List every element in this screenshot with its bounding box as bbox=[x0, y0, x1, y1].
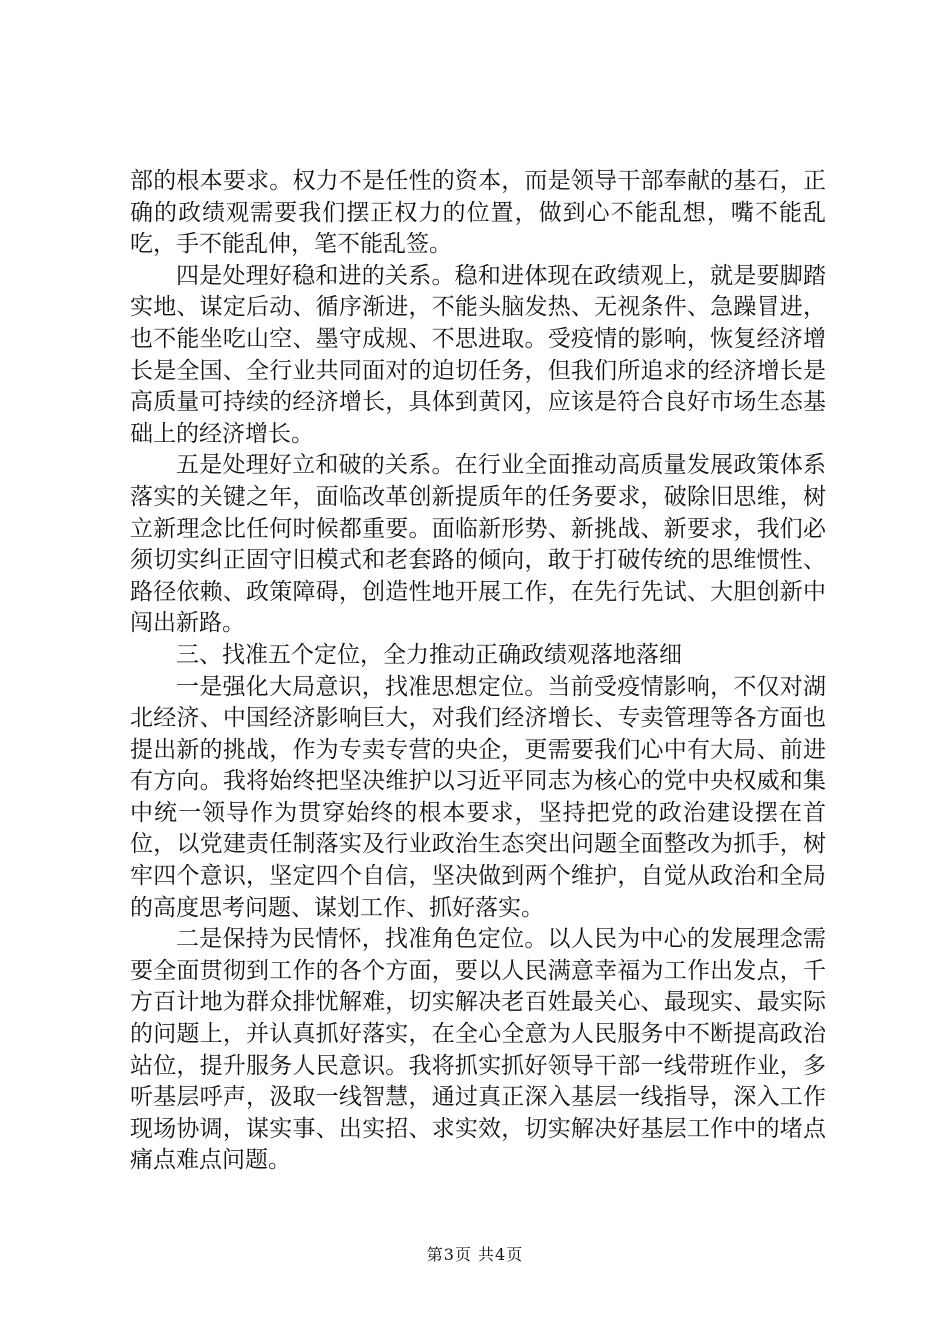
paragraph-3: 五是处理好立和破的关系。在行业全面推动高质量发展政策体系落实的关键之年，面临改革创新提质年的任务要求，破除旧思维，树立新理念比任何时候都重要。面临新形势、新挑战、新要求，我们必须切实纠正固守旧模式和老套路的倾向，敢于打破传统的思维惯性、路径依赖、政策障碍，创造性地开展工作，在先行先试、大胆创新中闯出新路。 bbox=[130, 452, 826, 637]
paragraph-5: 二是保持为民情怀，找准角色定位。以人民为中心的发展理念需要全面贯彻到工作的各个方面，要以人民满意幸福为工作出发点，千方百计地为群众排忧解难，切实解决老百姓最关心、最现实、最实际的问题上，并认真抓好落实，在全心全意为人民服务中不断提高政治站位，提升服务人民意识。我将抓实抓好领导干部一线带班作业，多听基层呼声，汲取一线智慧，通过真正深入基层一线指导，深入工作现场协调，谋实事、出实招、求实效，切实解决好基层工作中的堵点痛点难点问题。 bbox=[130, 926, 826, 1174]
page-footer: 第3页 共4页 bbox=[426, 1245, 524, 1264]
paragraph-4: 一是强化大局意识，找准思想定位。当前受疫情影响，不仅对湖北经济、中国经济影响巨大，对我们经济增长、专卖管理等各方面也提出新的挑战，作为专卖专营的央企，更需要我们心中有大局、前进有方向。我将始终把坚决维护以习近平同志为核心的党中央权威和集中统一领导作为贯穿始终的根本要求，坚持把党的政治建设摆在首位，以党建责任制落实及行业政治生态突出问题全面整改为抓手，树牢四个意识，坚定四个自信，坚决做到两个维护，自觉从政治和全局的高度思考问题、谋划工作、抓好落实。 bbox=[130, 673, 826, 921]
document-body bbox=[130, 166, 826, 1177]
paragraph-1: 部的根本要求。权力不是任性的资本，而是领导干部奉献的基石，正确的政绩观需要我们摆正权力的位置，做到心不能乱想，嘴不能乱吃，手不能乱伸，笔不能乱签。 bbox=[130, 168, 826, 258]
section-heading: 三、找准五个定位，全力推动正确政绩观落地落细 bbox=[176, 641, 682, 668]
paragraph-2: 四是处理好稳和进的关系。稳和进体现在政绩观上，就是要脚踏实地、谋定后动、循序渐进，不能头脑发热、无视条件、急躁冒进，也不能坐吃山空、墨守成规、不思进取。受疫情的影响，恢复经济增长是全国、全行业共同面对的迫切任务，但我们所追求的经济增长是高质量可持续的经济增长，具体到黄冈，应该是符合良好市场生态基础上的经济增长。 bbox=[130, 262, 826, 447]
